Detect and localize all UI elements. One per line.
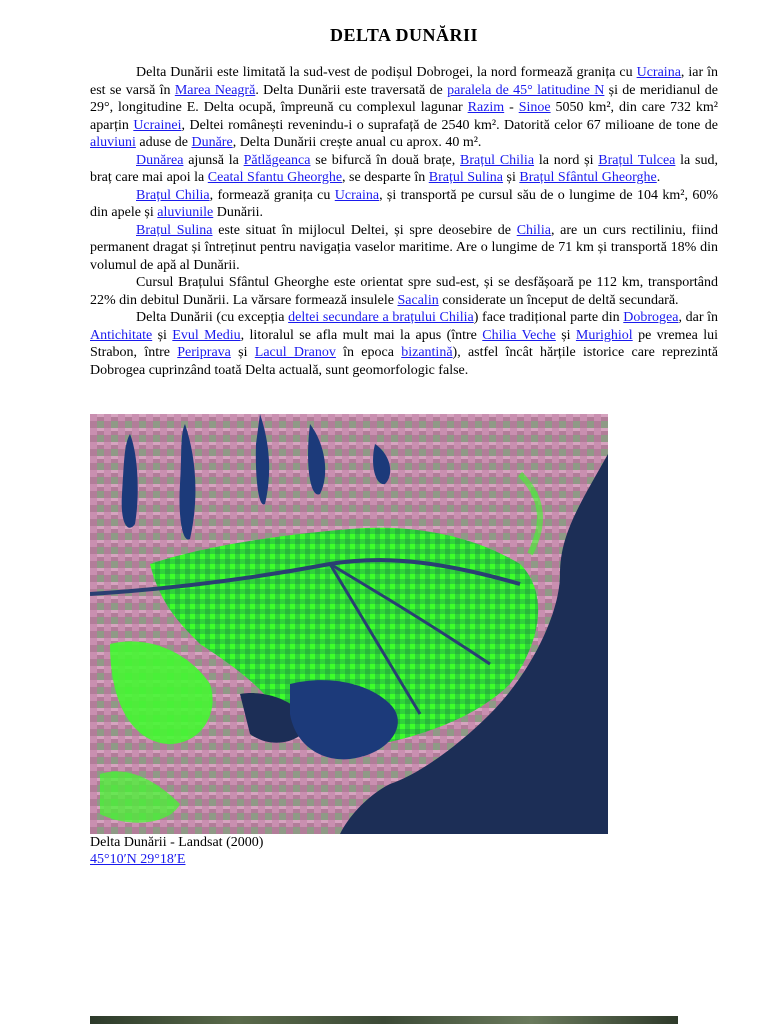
wiki-link[interactable]: aluviunile xyxy=(157,205,214,220)
coordinates-link[interactable]: 45°10′N 29°18′E xyxy=(90,852,186,867)
paragraph-text: și xyxy=(152,327,173,343)
paragraph-text: aduse de xyxy=(135,135,192,150)
paragraph-text: și xyxy=(230,345,255,360)
next-image-top-edge xyxy=(90,1016,678,1024)
paragraph-text: la sud, braț care mai apoi la xyxy=(90,152,718,185)
paragraph-text: Cursul Brațului Sfântul Gheorghe este orientat spre sud-est, și se desfășoară pe 112 km, transportând 22% din debitul Dunării. La vărsare formează insulele xyxy=(90,275,718,308)
wiki-link[interactable]: Chilia xyxy=(516,222,551,238)
paragraph-text: și xyxy=(555,327,576,343)
wiki-link[interactable]: Antichitate xyxy=(90,327,153,343)
paragraph xyxy=(90,309,718,379)
paragraph-text: Delta Dunării (cu excepția xyxy=(136,310,289,325)
paragraph-text: și de meridianul de 29°, longitudine E. Delta ocupă, împreună cu complexul lagunar xyxy=(90,82,718,115)
paragraph xyxy=(90,274,718,309)
paragraph-text: pe vremea lui Strabon, între xyxy=(90,327,718,360)
wiki-link[interactable]: Sinoe xyxy=(518,100,551,115)
paragraph-text: și xyxy=(503,170,520,185)
paragraph-text: ), astfel încât hărțile istorice care reprezintă Dobrogea cuprinzând toată Delta actuală, sunt geomorfologic false. xyxy=(90,345,719,378)
paragraph-text: ) face tradițional parte din xyxy=(473,310,624,325)
paragraph-text: , dar în xyxy=(678,310,719,325)
wiki-link[interactable]: Dunăre xyxy=(191,135,233,150)
wiki-link[interactable]: Murighiol xyxy=(575,327,633,343)
wiki-link[interactable]: Brațul Sulina xyxy=(136,222,213,238)
paragraph xyxy=(90,187,718,222)
paragraph-text: 5050 km², din care 732 km² aparțin xyxy=(90,100,718,133)
paragraph-text: , se desparte în xyxy=(342,170,429,185)
wiki-link[interactable]: Periprava xyxy=(177,345,231,360)
paragraph-text: , litoralul se afla mult mai la apus (între xyxy=(240,327,483,343)
wiki-link[interactable]: Brațul Tulcea xyxy=(598,152,676,168)
paragraph-text: , Deltei românești revenindu-i o suprafață de 2540 km². Datorită celor 67 milioane de tone de xyxy=(181,117,718,133)
wiki-link[interactable]: Lacul Dranov xyxy=(254,345,336,360)
wiki-link[interactable]: Ucraina xyxy=(636,65,681,80)
paragraph-text: , și transportă pe cursul său de o lungime de 104 km², 60% din apele și xyxy=(90,187,719,220)
article-body xyxy=(90,64,718,379)
wiki-link[interactable]: Dobrogea xyxy=(623,310,679,325)
wiki-link[interactable]: Razim xyxy=(467,100,505,115)
paragraph-text: este situat în mijlocul Deltei, și spre deosebire de xyxy=(212,222,517,238)
paragraph xyxy=(90,64,718,152)
paragraph-text: , iar în est se varsă în xyxy=(90,65,719,98)
wiki-link[interactable]: bizantină xyxy=(401,345,453,360)
paragraph-text: la nord și xyxy=(534,152,599,168)
paragraph-text: , Delta Dunării crește anual cu aprox. 40 m². xyxy=(232,135,482,150)
paragraph-text: . Delta Dunării este traversată de xyxy=(255,82,448,98)
wiki-link[interactable]: Dunărea xyxy=(136,152,184,168)
wiki-link[interactable]: Brațul Sfântul Gheorghe xyxy=(519,170,657,185)
paragraph-text: , formează granița cu xyxy=(209,187,335,203)
wiki-link[interactable]: Evul Mediu xyxy=(172,327,241,343)
paragraph-text: considerate un început de deltă secundară. xyxy=(438,292,679,308)
wiki-link[interactable]: Marea Neagră xyxy=(174,82,256,98)
wiki-link[interactable]: deltei secundare a brațului Chilia xyxy=(288,310,474,325)
landsat-image xyxy=(90,414,608,834)
paragraph-text: ajunsă la xyxy=(183,152,244,168)
page-title: DELTA DUNĂRII xyxy=(329,25,479,45)
paragraph xyxy=(90,152,718,187)
wiki-link[interactable]: Ceatal Sfantu Gheorghe xyxy=(207,170,343,185)
figure-caption: Delta Dunării - Landsat (2000) xyxy=(90,835,264,850)
paragraph xyxy=(90,222,718,275)
wiki-link[interactable]: paralela de 45° latitudine N xyxy=(447,82,605,98)
paragraph-text: se bifurcă în două brațe, xyxy=(310,152,461,168)
paragraph-text: Dunării. xyxy=(213,205,264,220)
wiki-link[interactable]: Ucrainei xyxy=(133,117,182,133)
wiki-link[interactable]: aluviuni xyxy=(90,135,136,150)
paragraph-text: . xyxy=(656,170,661,185)
paragraph-text: , are un curs rectiliniu, fiind permanent dragat și întreținut pentru navigația vaselor maritime. Are o lungime de 71 km și transportă 18% din volumul de apă al Dunării. xyxy=(90,222,718,273)
wiki-link[interactable]: Brațul Chilia xyxy=(460,152,535,168)
wiki-link[interactable]: Brațul Chilia xyxy=(136,187,210,203)
wiki-link[interactable]: Sacalin xyxy=(397,292,439,308)
wiki-link[interactable]: Brațul Sulina xyxy=(428,170,504,185)
paragraph-text: - xyxy=(504,100,519,115)
wiki-link[interactable]: Pătlăgeanca xyxy=(243,152,311,168)
paragraph-text: în epoca xyxy=(335,345,402,360)
wiki-link[interactable]: Chilia Veche xyxy=(482,327,556,343)
wiki-link[interactable]: Ucraina xyxy=(334,187,380,203)
paragraph-text: Delta Dunării este limitată la sud-vest de podișul Dobrogei, la nord formează granița cu xyxy=(136,65,637,80)
